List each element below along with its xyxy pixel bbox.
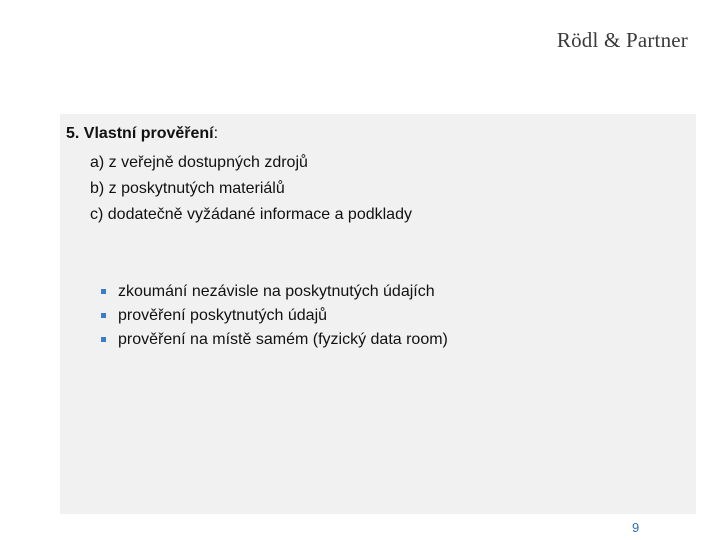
method-item <box>98 328 448 352</box>
section-number: 5. <box>66 125 80 142</box>
source-item: c) dodatečně vyžádané informace a podklady <box>90 206 412 223</box>
square-bullet-icon <box>101 313 106 318</box>
method-item <box>98 280 448 304</box>
section-colon: : <box>213 125 219 142</box>
method-text: zkoumání nezávisle na poskytnutých údajích <box>118 283 435 300</box>
page-number: 9 <box>632 520 640 535</box>
square-bullet-icon <box>101 337 106 342</box>
methods-list <box>98 280 448 352</box>
method-text: prověření na místě samém (fyzický data room) <box>118 331 448 348</box>
sources-list <box>90 150 412 228</box>
method-item <box>98 304 448 328</box>
source-item: a) z veřejně dostupných zdrojů <box>90 154 308 171</box>
source-item: b) z poskytnutých materiálů <box>90 180 285 197</box>
square-bullet-icon <box>101 289 106 294</box>
company-logo: Rödl & Partner <box>556 28 688 52</box>
section-title: Vlastní prověření <box>83 125 214 142</box>
method-text: prověření poskytnutých údajů <box>118 307 328 324</box>
section-heading <box>66 124 218 144</box>
